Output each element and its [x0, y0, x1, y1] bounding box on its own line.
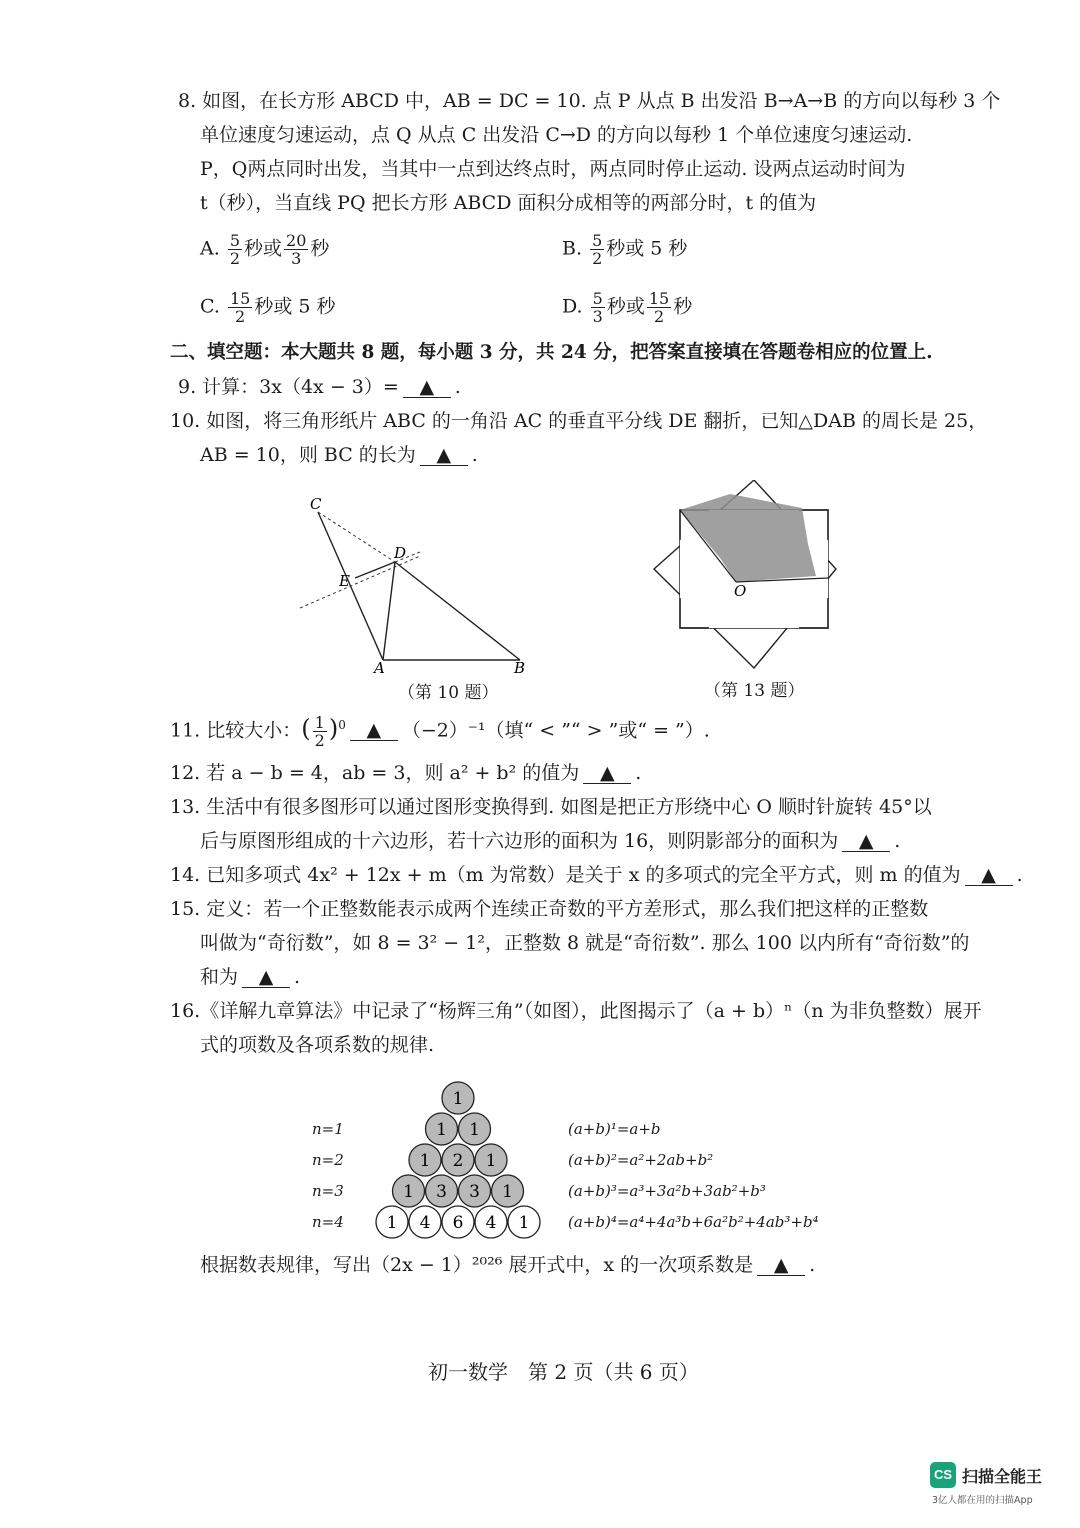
yanghui-cell — [492, 1175, 524, 1207]
fraction: $\frac{5}{2}$ — [229, 231, 240, 268]
yanghui-cell — [508, 1206, 540, 1238]
fraction: $\frac{15}{2}$ — [648, 289, 670, 326]
yanghui-value: 1 — [436, 1120, 447, 1140]
yanghui-value: 6 — [452, 1213, 464, 1233]
answer-blank: ▲ — [350, 720, 398, 741]
answer-blank: ▲ — [965, 865, 1013, 886]
segment-db — [395, 562, 520, 660]
yanghui-value: 3 — [469, 1182, 480, 1202]
q8-option-a: A. $\frac{5}{2}$ 秒或 $\frac{20}{3}$ 秒 — [200, 231, 330, 268]
q8-option-d: D. $\frac{5}{3}$ 秒或 $\frac{15}{2}$ 秒 — [562, 289, 693, 326]
yanghui-row-label: n=1 — [312, 1120, 344, 1138]
figure-13-star — [650, 480, 840, 675]
figure-13-caption: （第 13 题） — [704, 681, 805, 701]
q10-line2: AB = 10，则 BC 的长为 ▲ . — [200, 444, 478, 466]
fraction: $\frac{5}{3}$ — [592, 289, 603, 326]
q8-option-c: C. $\frac{15}{2}$ 秒或 5 秒 — [200, 289, 336, 326]
q13-line1: 13. 生活中有很多图形可以通过图形变换得到. 如图是把正方形绕中心 O 顺时针旋转 45°以 — [170, 796, 932, 818]
yanghui-cell — [475, 1144, 507, 1176]
yanghui-value: 2 — [452, 1151, 464, 1171]
yanghui-row-label: n=4 — [312, 1213, 344, 1231]
yanghui-expansion: (a+b)³=a³+3a²b+3ab²+b³ — [568, 1182, 766, 1200]
option-label: A. — [200, 237, 220, 260]
fraction: $\frac{1}{2}$ — [314, 712, 325, 750]
yanghui-value: 1 — [452, 1089, 464, 1109]
yanghui-value: 1 — [419, 1151, 431, 1171]
label-c: C — [310, 495, 322, 513]
yanghui-value: 1 — [386, 1213, 398, 1233]
yanghui-cell — [393, 1175, 425, 1207]
yanghui-cell — [442, 1144, 474, 1176]
q16-line3: 根据数表规律，写出（2x − 1）²⁰²⁶ 展开式中，x 的一次项系数是 ▲ . — [200, 1254, 816, 1276]
yanghui-row-label: n=2 — [312, 1151, 344, 1169]
fraction: $\frac{20}{3}$ — [286, 231, 307, 268]
q16-line2: 式的项数及各项系数的规律. — [200, 1034, 435, 1056]
line-de-dashed — [300, 556, 420, 608]
q8-line1: 8. 如图，在长方形 ABCD 中，AB = DC = 10. 点 P 从点 B 出发沿 B→A→B 的方向以每秒 3 个 — [178, 90, 1001, 112]
answer-blank: ▲ — [757, 1255, 805, 1276]
scanner-watermark — [930, 1462, 1066, 1514]
q9: 9. 计算：3x（4x − 3）= ▲ . — [178, 376, 461, 398]
section-2-heading: 二、填空题：本大题共 8 题，每小题 3 分，共 24 分，把答案直接填在答题卷相应的位置上. — [170, 342, 933, 363]
label-b: B — [514, 659, 526, 677]
answer-blank: ▲ — [403, 377, 451, 398]
label-o: O — [734, 582, 747, 600]
yanghui-expansion: (a+b)²=a²+2ab+b² — [568, 1151, 714, 1169]
q8-line3: P，Q两点同时出发，当其中一点到达终点时，两点同时停止运动. 设两点运动时间为 — [200, 158, 906, 180]
q15-line1: 15. 定义：若一个正整数能表示成两个连续正奇数的平方差形式，那么我们把这样的正整数 — [170, 898, 929, 920]
yanghui-expansion: (a+b)¹=a+b — [568, 1120, 661, 1138]
yanghui-value: 4 — [485, 1213, 497, 1233]
yanghui-cell — [459, 1113, 491, 1145]
yanghui-value: 1 — [403, 1182, 414, 1202]
yanghui-value: 3 — [436, 1182, 447, 1202]
q8-option-b: B. $\frac{5}{2}$ 秒或 5 秒 — [562, 231, 688, 268]
scanner-logo-icon: CS — [930, 1462, 956, 1488]
q11: 11. 比较大小：( $\frac{1}{2}$ )$^0$ ▲ （−2）⁻¹（填“ < ”“ > ”或“ = ”）. — [170, 712, 710, 750]
yanghui-cell — [442, 1082, 474, 1114]
label-e: E — [339, 572, 350, 590]
q10-line1: 10. 如图，将三角形纸片 ABC 的一角沿 AC 的垂直平分线 DE 翻折，已知△DAB 的周长是 25， — [170, 410, 988, 432]
yanghui-cell — [459, 1175, 491, 1207]
q16-line1: 16.《详解九章算法》中记录了“杨辉三角”（如图），此图揭示了（a + b）ⁿ（n 为非负整数）展开 — [170, 1000, 982, 1022]
q12: 12. 若 a − b = 4，ab = 3，则 a² + b² 的值为 ▲ . — [170, 762, 642, 784]
yanghui-value: 4 — [419, 1213, 431, 1233]
yanghui-cell — [409, 1144, 441, 1176]
page-footer: 初一数学 第 2 页（共 6 页） — [428, 1360, 699, 1384]
yanghui-cell — [376, 1206, 408, 1238]
segment-da — [383, 562, 395, 660]
yanghui-cell — [409, 1206, 441, 1238]
scanner-brand-name: 扫描全能王 — [962, 1467, 1043, 1486]
scanner-tagline: 3亿人都在用的扫描App — [932, 1495, 1033, 1506]
answer-blank: ▲ — [420, 445, 468, 466]
yanghui-value: 1 — [502, 1182, 513, 1202]
q14: 14. 已知多项式 4x² + 12x + m（m 为常数）是关于 x 的多项式的完全平方式，则 m 的值为 ▲ . — [170, 864, 1023, 886]
label-d: D — [394, 544, 407, 562]
fraction: $\frac{5}{2}$ — [592, 231, 603, 268]
yanghui-cell — [475, 1206, 507, 1238]
q8-line4: t（秒），当直线 PQ 把长方形 ABCD 面积分成相等的两部分时，t 的值为 — [200, 192, 817, 214]
yanghui-row-label: n=3 — [312, 1182, 344, 1200]
yanghui-value: 1 — [485, 1151, 497, 1171]
yanghui-triangle — [360, 1078, 560, 1248]
answer-blank: ▲ — [583, 763, 631, 784]
yanghui-cell — [442, 1206, 474, 1238]
q8-line2: 单位速度匀速运动，点 Q 从点 C 出发沿 C→D 的方向以每秒 1 个单位速度匀速运动. — [200, 124, 913, 146]
segment-ed — [355, 562, 395, 578]
yanghui-cell — [426, 1113, 458, 1145]
q13-line2: 后与原图形组成的十六边形，若十六边形的面积为 16，则阴影部分的面积为 ▲ . — [200, 830, 901, 852]
fraction: $\frac{15}{2}$ — [229, 289, 251, 326]
yanghui-value: 1 — [469, 1120, 480, 1140]
yanghui-value: 1 — [518, 1213, 530, 1233]
q15-line2: 叫做为“奇衍数”，如 8 = 3² − 1²，正整数 8 就是“奇衍数”. 那么 100 以内所有“奇衍数”的 — [200, 932, 970, 954]
yanghui-expansion: (a+b)⁴=a⁴+4a³b+6a²b²+4ab³+b⁴ — [568, 1213, 819, 1231]
label-a: A — [374, 659, 385, 677]
answer-blank: ▲ — [242, 967, 290, 988]
q15-line3: 和为 ▲ . — [200, 966, 301, 988]
figure-10-triangle — [290, 490, 550, 680]
figure-10-caption: （第 10 题） — [398, 683, 499, 703]
yanghui-cell — [426, 1175, 458, 1207]
answer-blank: ▲ — [842, 831, 890, 852]
